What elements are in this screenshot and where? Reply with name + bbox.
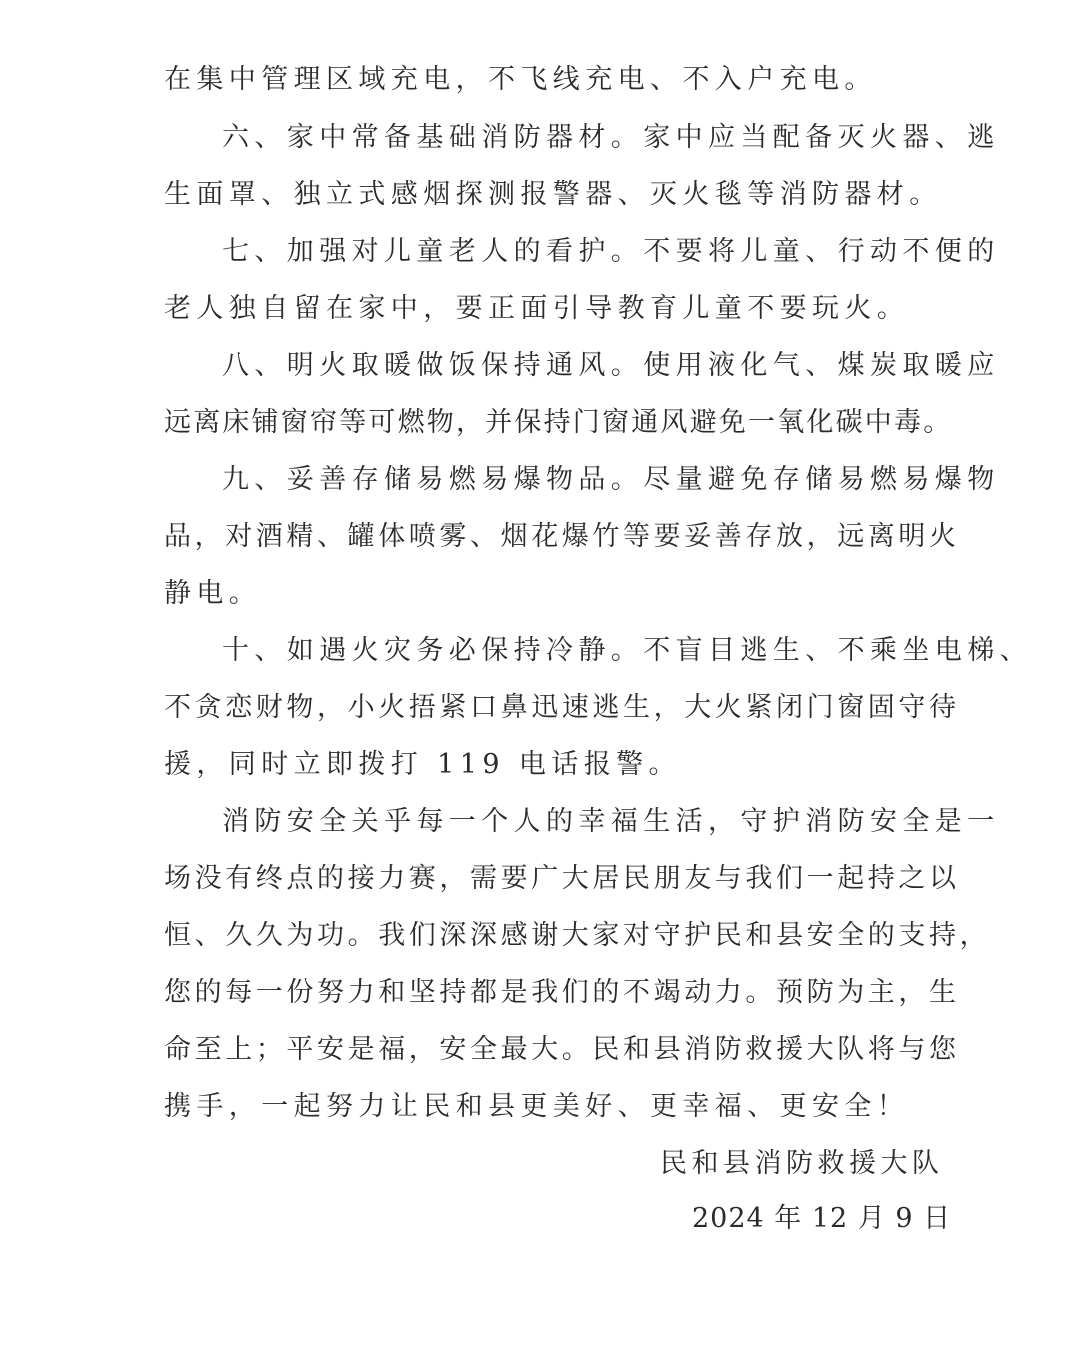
text-line: 消防安全关乎每一个人的幸福生活，守护消防安全是一 bbox=[222, 806, 1000, 837]
text-line: 品，对酒精、罐体喷雾、烟花爆竹等要妥善存放，远离明火 bbox=[164, 521, 960, 552]
text-line: 恒、久久为功。我们深深感谢大家对守护民和县安全的支持， bbox=[164, 920, 991, 951]
text-line: 在集中管理区域充电，不飞线充电、不入户充电。 bbox=[164, 64, 877, 95]
text-line: 携手，一起努力让民和县更美好、更幸福、更安全！ bbox=[164, 1091, 910, 1122]
text-line: 七、加强对儿童老人的看护。不要将儿童、行动不便的 bbox=[222, 236, 1000, 267]
text-line: 十、如遇火灾务必保持冷静。不盲目逃生、不乘坐电梯、 bbox=[222, 635, 1032, 666]
text-line: 场没有终点的接力赛，需要广大居民朋友与我们一起持之以 bbox=[164, 863, 960, 894]
date: 2024 年 12 月 9 日 bbox=[692, 1203, 952, 1234]
text-line: 不贪恋财物，小火捂紧口鼻迅速逃生，大火紧闭门窗固守待 bbox=[164, 692, 960, 723]
text-line: 援，同时立即拨打 119 电话报警。 bbox=[164, 749, 681, 780]
text-line: 老人独自留在家中，要正面引导教育儿童不要玩火。 bbox=[164, 293, 910, 324]
text-line: 静电。 bbox=[164, 578, 262, 609]
text-line: 生面罩、独立式感烟探测报警器、灭火毯等消防器材。 bbox=[164, 179, 942, 210]
text-line: 您的每一份努力和坚持都是我们的不竭动力。预防为主，生 bbox=[164, 977, 960, 1008]
text-line: 远离床铺窗帘等可燃物，并保持门窗通风避免一氧化碳中毒。 bbox=[164, 407, 953, 438]
text-line: 六、家中常备基础消防器材。家中应当配备灭火器、逃 bbox=[222, 122, 1000, 153]
text-line: 九、妥善存储易燃易爆物品。尽量避免存储易燃易爆物 bbox=[222, 464, 1000, 495]
text-line: 八、明火取暖做饭保持通风。使用液化气、煤炭取暖应 bbox=[222, 350, 1000, 381]
signature: 民和县消防救援大队 bbox=[660, 1148, 944, 1179]
text-line: 命至上；平安是福，安全最大。民和县消防救援大队将与您 bbox=[164, 1034, 960, 1065]
